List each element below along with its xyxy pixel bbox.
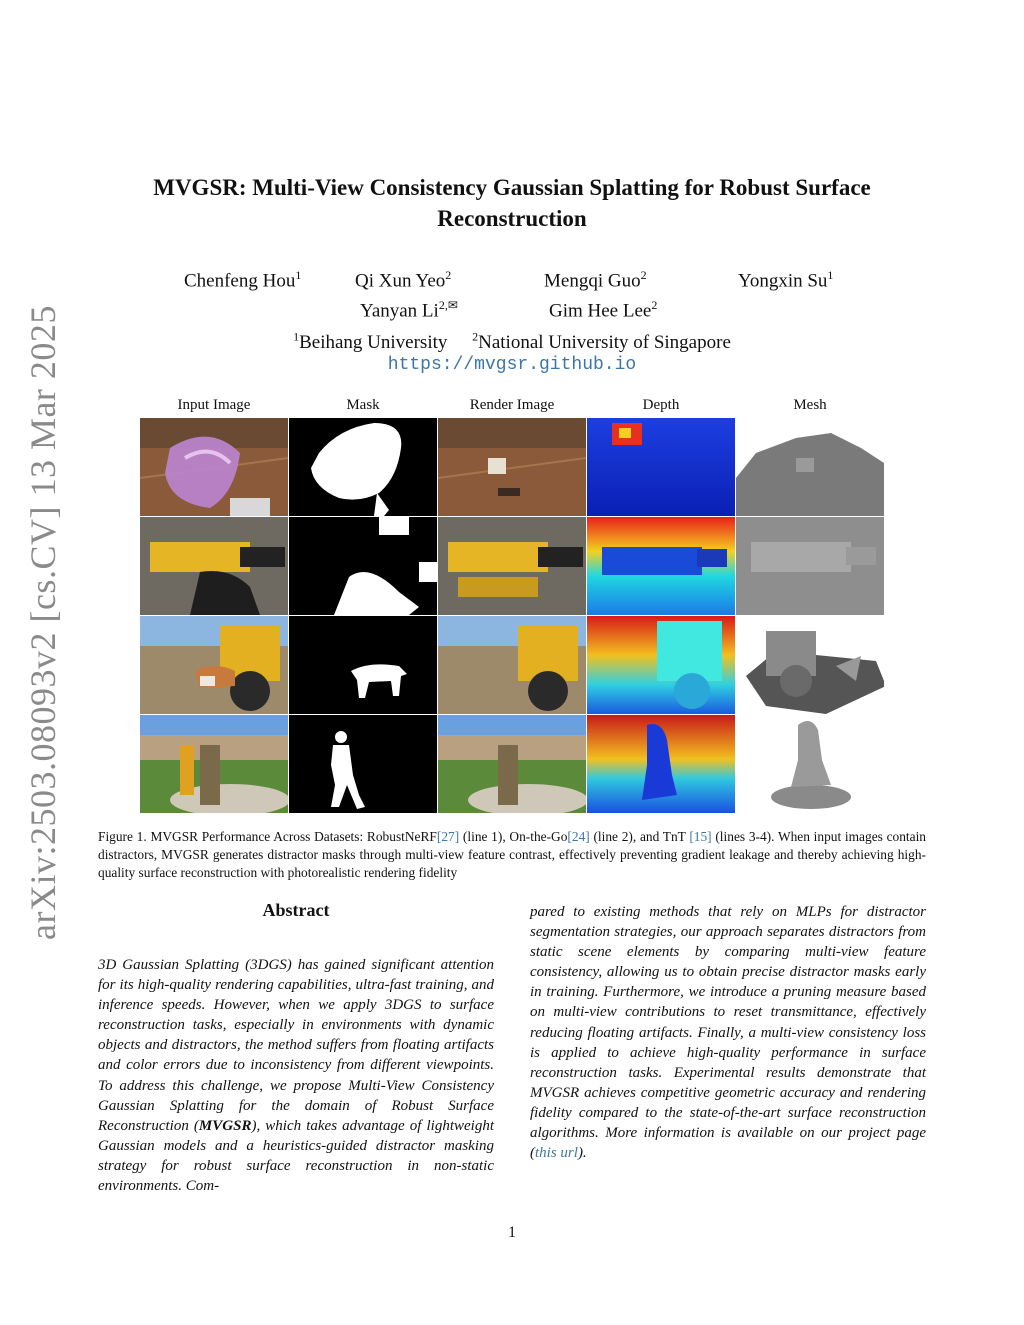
mesh-row3 (736, 616, 884, 714)
mesh-row1 (736, 418, 884, 516)
input-image-row3 (140, 616, 288, 714)
mask-row2 (289, 517, 437, 615)
mask-row1 (289, 418, 437, 516)
author-2: Qi Xun Yeo$^2$ (355, 268, 452, 292)
depth-row1 (587, 418, 735, 516)
abstract-heading: Abstract (262, 900, 330, 920)
mesh-row4 (736, 715, 884, 813)
input-image-row4 (140, 715, 288, 813)
arxiv-stamp: arXiv:2503.08093v2 [cs.CV] 13 Mar 2025 (23, 305, 63, 940)
mask-row3 (289, 616, 437, 714)
depth-row4 (587, 715, 735, 813)
author-4: Yongxin Su$^1$ (738, 268, 834, 292)
column-label-mesh: Mesh (793, 397, 827, 413)
author-3: Mengqi Guo$^2$ (544, 268, 647, 292)
abstract-left-column: 3D Gaussian Splatting (3DGS) has gained significant attention for its high-quality rendering capabilities, ultra-fast training, and inference speeds. However, when we apply 3DGS to surface reconstruction tasks, especially in environments with dynamic objects and distractors, the method suffers from floating artifacts and color errors due to inconsistency from different viewpoints. To address this challenge, we propose Multi-View Consistency Gaussian Splatting for the domain of Robust Surface Reconstruction (MVGSR), which takes advantage of lightweight Gaussian models and a heuristics-guided distractor masking strategy for robust surface reconstruction in non-static environments. Com- (98, 957, 495, 1195)
paper-title: MVGSR: Multi-View Consistency Gaussian Splatting for Robust Surface Reconstruction (153, 175, 871, 231)
citation-link[interactable]: [27] (436, 829, 460, 844)
input-image-row1 (140, 418, 288, 516)
affiliation-1: $^1$Beihang University (293, 330, 448, 354)
column-label-depth: Depth (642, 397, 680, 413)
citation-link[interactable]: [15] (689, 829, 712, 844)
citation-link[interactable]: [24] (567, 829, 590, 844)
affiliation-2: $^2$National University of Singapore (472, 330, 731, 354)
project-page-link[interactable]: this url (535, 1145, 578, 1162)
abstract-right-column: pared to existing methods that rely on MLPs for distractor segmentation strategies, our approach separates distractors from static scene elements by comparing multi-view feature consistency, allowing us to obtain precise distractor masks early in training. Furthermore, we introduce a pruning measure based on multi-view contributions to reset transmittance, effectively reducing floating artifacts. Finally, a multi-view consistency loss is applied to achieve high-quality performance in surface reconstruction tasks. Experimental results demonstrate that MVGSR achieves competitive geometric accuracy and rendering fidelity compared to the state-of-the-art surface reconstruction algorithms. More information is available on our project page (this url). (530, 904, 926, 1162)
render-image-row1 (438, 418, 586, 516)
mesh-row2 (736, 517, 884, 615)
depth-row2 (587, 517, 735, 615)
figure-image-grid (140, 418, 887, 812)
column-label-mask: Mask (346, 397, 380, 413)
figure-column-labels (140, 397, 887, 417)
render-image-row2 (438, 517, 586, 615)
render-image-row4 (438, 715, 586, 813)
mask-row4 (289, 715, 437, 813)
affiliations (100, 330, 924, 354)
column-label-input: Input Image (177, 397, 251, 413)
figure-caption: Figure 1. MVGSR Performance Across Datasets: RobustNeRF[27] (line 1), On-the-Go[24] (line 2), and TnT [15] (lines 3-4). When input images contain distractors, MVGSR generates distractor masks through multi-view feature contrast, effectively preventing gradient leakage and thereby achieving high-quality surface reconstruction with photorealistic rendering fidelity (98, 829, 926, 880)
input-image-row2 (140, 517, 288, 615)
depth-row3 (587, 616, 735, 714)
column-label-render: Render Image (469, 397, 555, 413)
author-5: Yanyan $Li^{2,✉}$ (360, 298, 458, 322)
project-url-link[interactable]: https://mvgsr.github.io (387, 355, 637, 375)
author-6: Gim Hee Lee$^2$ (549, 298, 658, 322)
author-1: Chenfeng Hou$^1$ (184, 268, 302, 292)
page-number: 1 (508, 1224, 516, 1241)
render-image-row3 (438, 616, 586, 714)
